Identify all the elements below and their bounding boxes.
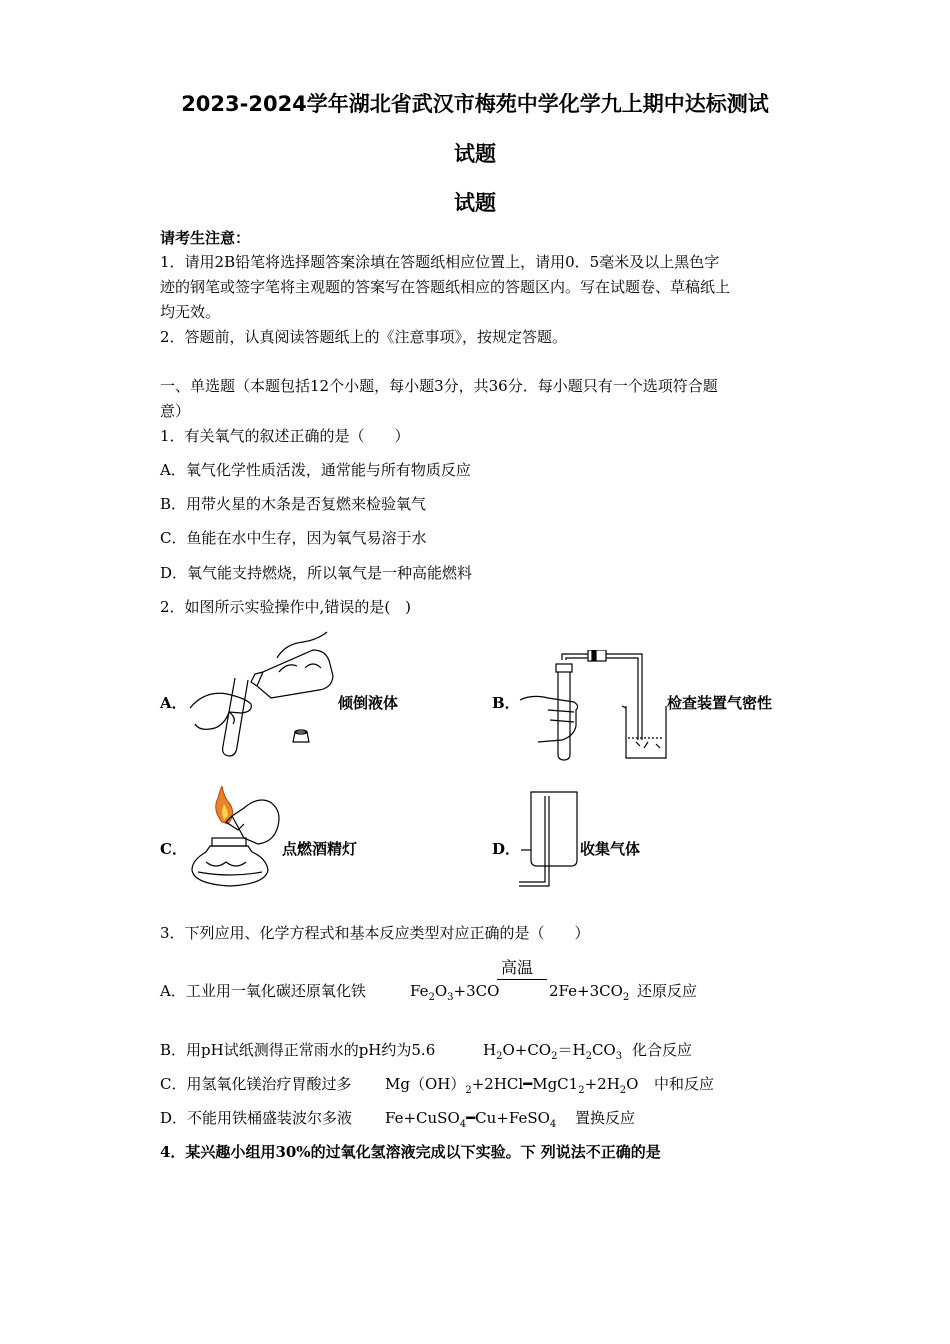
q2-d-letter: D．	[492, 840, 521, 858]
q4-stem: 4．某兴趣小组用30%的过氧化氢溶液完成以下实验。下 列说法不正确的是	[160, 1143, 661, 1161]
q3-option-c-type: 中和反应	[654, 1075, 715, 1093]
gas-collection-illustration	[517, 790, 583, 892]
q2-b-label: 检查装置气密性	[667, 694, 773, 712]
notice-line2: 迹的钢笔或签字笔将主观题的答案写在答题纸相应的答题区内。写在试题卷、草稿纸上	[160, 278, 731, 296]
q3-option-a-text: A．工业用一氧化碳还原氧化铁	[160, 982, 366, 1000]
q3-option-a-reactants: $Fe_2O_3+3CO$	[410, 982, 500, 1003]
airtightness-check-illustration	[518, 650, 668, 762]
doc-title-line2: 试题	[454, 142, 496, 166]
pour-liquid-illustration	[185, 628, 335, 758]
q3-option-a-arrow	[497, 979, 547, 980]
q3-stem: 3．下列应用、化学方程式和基本反应类型对应正确的是（ ）	[160, 924, 590, 942]
q3-option-d-text: D．不能用铁桶盛装波尔多液	[160, 1109, 353, 1127]
q1-option-b: B．用带火星的木条是否复燃来检验氧气	[160, 495, 427, 513]
q3-option-b-text: B．用pH试纸测得正常雨水的pH约为5.6	[160, 1041, 436, 1059]
q1-option-a: A．氧气化学性质活泼，通常能与所有物质反应	[160, 461, 471, 479]
q3-option-c-text: C．用氢氧化镁治疗胃酸过多	[160, 1075, 352, 1093]
q3-option-b-equation: $H_2O+CO_2=H_2CO_3$	[483, 1041, 623, 1062]
q3-option-a-type: 还原反应	[637, 982, 698, 1000]
q3-option-a-condition: 高温	[501, 958, 534, 977]
q2-c-letter: C．	[160, 840, 187, 858]
notice-line3: 均无效。	[160, 303, 221, 321]
q2-d-label: 收集气体	[580, 840, 641, 858]
doc-title-line1: 2023-2024学年湖北省武汉市梅苑中学化学九上期中达标测试	[181, 92, 769, 116]
q3-option-d-equation: Fe+CuSO$_4$━Cu+FeSO$_4$	[385, 1109, 557, 1130]
notice-heading: 请考生注意：	[160, 229, 251, 247]
doc-title-line3: 试题	[454, 191, 496, 215]
notice-line1: 1．请用2B铅笔将选择题答案涂填在答题纸相应位置上，请用0．5毫米及以上黑色字	[160, 253, 720, 271]
q2-stem: 2．如图所示实验操作中,错误的是( )	[160, 598, 412, 616]
notice-line4: 2．答题前，认真阅读答题纸上的《注意事项》，按规定答题。	[160, 328, 568, 346]
q2-a-letter: A．	[160, 694, 187, 712]
q2-c-label: 点燃酒精灯	[282, 840, 358, 858]
q3-option-a-products: $2Fe+3CO_2$	[549, 982, 630, 1003]
q2-a-label: 倾倒液体	[338, 694, 399, 712]
section-line1: 一、单选题（本题包括12个小题，每小题3分，共36分．每小题只有一个选项符合题	[160, 377, 718, 395]
section-line2: 意）	[160, 402, 191, 420]
q1-stem: 1．有关氧气的叙述正确的是（ ）	[160, 427, 410, 445]
q1-option-d: D．氧气能支持燃烧，所以氧气是一种高能燃料	[160, 564, 473, 582]
q3-option-b-type: 化合反应	[632, 1041, 693, 1059]
alcohol-lamp-illustration	[186, 786, 282, 892]
q1-option-c: C．鱼能在水中生存，因为氧气易溶于水	[160, 529, 427, 547]
q3-option-c-equation: $Mg(OH)_2+2HCl━MgC1_2+2H_2O$	[385, 1075, 639, 1096]
q2-b-letter: B．	[492, 694, 520, 712]
q3-option-d-type: 置换反应	[575, 1109, 636, 1127]
